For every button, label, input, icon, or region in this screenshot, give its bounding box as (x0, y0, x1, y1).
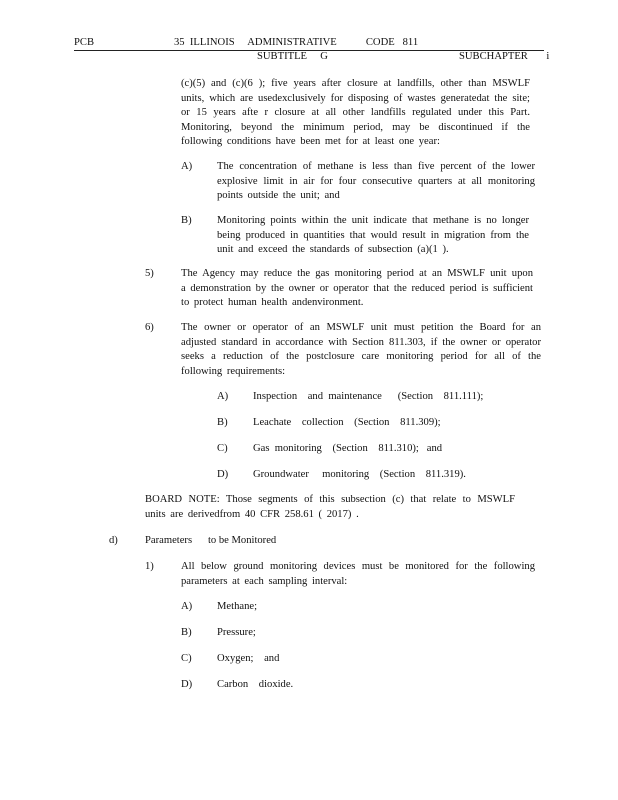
section-d-1-c-label: C) (181, 653, 192, 664)
item-6-a-label: A) (217, 391, 229, 402)
section-d-1-c-text: Oxygen; and (217, 653, 280, 664)
section-d-label: d) (109, 535, 118, 546)
section-d-title: Parameters to be Monitored (145, 535, 277, 546)
header-right: SUBCHAPTER i (459, 51, 550, 62)
c-item-b-label: B) (181, 215, 192, 226)
item-6-label: 6) (145, 322, 154, 333)
item-6-d-text: Groundwater monitoring (Section 811.319). (253, 469, 466, 480)
c-continued-paragraph: (c)(5) and (c)(6 ); five years after closure at landfills, other than MSWLF units, which are usedexclusively for disposing of wastes generatedat the site; or 15 years afte r closure at all other landfills regulated under this Part. Monitoring, beyond the minimum period, may be discontinued if the following conditions have been met for at least one year: (181, 78, 530, 148)
item-6-a-text: Inspection and maintenance (Section 811.111); (253, 391, 484, 402)
section-d-1-b-label: B) (181, 627, 192, 638)
item-6-b-label: B) (217, 417, 228, 428)
section-d-1-label: 1) (145, 561, 154, 572)
item-5-label: 5) (145, 268, 154, 279)
item-6-c-text: Gas monitoring (Section 811.310); and (253, 443, 443, 454)
item-6-b-text: Leachate collection (Section 811.309); (253, 417, 441, 428)
header-center: 35 ILLINOIS ADMINISTRATIVE CODE 811 (174, 37, 419, 48)
c-item-a-text: The concentration of methane is less than five percent of the lower explosive limit in air for four consecutive quarters at all monitoring points outside the unit; and (217, 161, 535, 202)
item-6-c-label: C) (217, 443, 228, 454)
c-item-a-label: A) (181, 161, 193, 172)
board-note: BOARD NOTE: Those segments of this subsection (c) that relate to MSWLF units are derivedfrom 40 CFR 258.61 ( 2017) . (145, 494, 515, 520)
section-d-1-text: All below ground monitoring devices must be monitored for the following parameters at each sampling interval: (181, 561, 535, 587)
section-d-1-d-label: D) (181, 679, 193, 690)
section-d-1-a-label: A) (181, 601, 193, 612)
section-d-1-a-text: Methane; (217, 601, 258, 612)
c-item-b-text: Monitoring points within the unit indicate that methane is no longer being produced in quantities that would result in migration from the unit and exceed the standards of subsection (a)(1 ). (217, 215, 529, 256)
section-d-1-b-text: Pressure; (217, 627, 256, 638)
item-6-d-label: D) (217, 469, 229, 480)
header-subtitle: SUBTITLE G (257, 51, 328, 62)
header-rule (74, 50, 544, 51)
header-left: PCB (74, 37, 95, 48)
section-d-1-d-text: Carbon dioxide. (217, 679, 294, 690)
item-6-text: The owner or operator of an MSWLF unit must petition the Board for an adjusted standard in accordance with Section 811.303, if the owner or operator seeks a reduction of the postclosure care monitoring period for all of the following requirements: (181, 322, 541, 377)
item-5-text: The Agency may reduce the gas monitoring period at an MSWLF unit upon a demonstration by the owner or operator that the reduced period is sufficient to protect human health andenvironment. (181, 268, 533, 309)
